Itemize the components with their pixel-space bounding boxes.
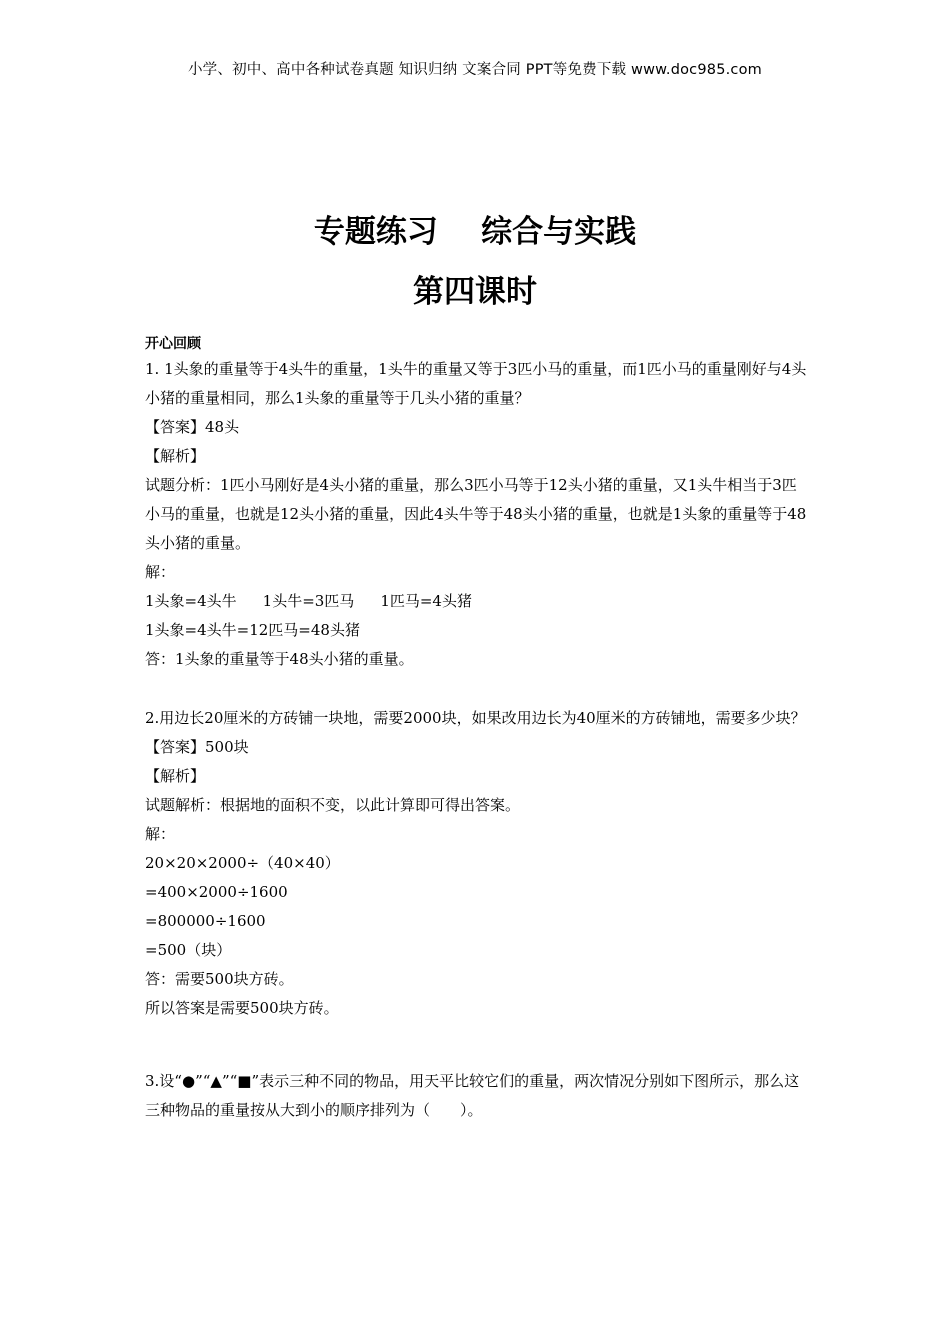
question-2-conclusion: 所以答案是需要500块方砖。 bbox=[145, 999, 339, 1017]
question-1-analysis: 试题分析：1匹小马刚好是4头小猪的重量，那么3匹小马等于12头小猪的重量，又1头牛相当于3匹小马的重量，也就是12头小猪的重量，因此4头牛等于48头小猪的重量，也就是1头象的重量等于48头小猪的重量。 bbox=[145, 476, 807, 552]
calc-step: =400×2000÷1600 bbox=[145, 883, 288, 901]
question-2-solve-label: 解： bbox=[145, 825, 176, 843]
calc-step: 20×20×2000÷（40×40） bbox=[145, 854, 340, 872]
question-1 bbox=[145, 355, 810, 674]
question-2 bbox=[145, 704, 810, 1023]
question-1-answer: 【答案】48头 bbox=[145, 418, 240, 436]
question-2-text: 2.用边长20厘米的方砖铺一块地，需要2000块，如果改用边长为40厘米的方砖铺地，需要多少块？ bbox=[145, 709, 806, 727]
calc-step: =800000÷1600 bbox=[145, 912, 266, 930]
question-2-answer: 【答案】500块 bbox=[145, 738, 249, 756]
question-1-solve-label: 解： bbox=[145, 563, 176, 581]
equation: 1匹马=4头猪 bbox=[380, 592, 472, 610]
question-1-equations bbox=[145, 587, 810, 616]
question-1-final-answer: 答：1头象的重量等于48头小猪的重量。 bbox=[145, 650, 414, 668]
page-title: 专题练习 综合与实践 bbox=[313, 214, 637, 250]
question-1-equation-chain: 1头象=4头牛=12匹马=48头猪 bbox=[145, 621, 360, 639]
page-subtitle: 第四课时 bbox=[413, 274, 537, 310]
question-1-analysis-label: 【解析】 bbox=[145, 447, 206, 465]
document-body bbox=[145, 334, 810, 1125]
section-heading: 开心回顾 bbox=[145, 336, 201, 352]
question-2-analysis: 试题解析：根据地的面积不变，以此计算即可得出答案。 bbox=[145, 796, 521, 814]
site-header: 小学、初中、高中各种试卷真题 知识归纳 文案合同 PPT等免费下载 www.doc985.com bbox=[187, 62, 763, 78]
equation: 1头象=4头牛 bbox=[145, 592, 237, 610]
question-2-final-answer: 答：需要500块方砖。 bbox=[145, 970, 294, 988]
calc-step: =500（块） bbox=[145, 941, 232, 959]
question-3 bbox=[145, 1067, 810, 1125]
question-1-text: 1. 1头象的重量等于4头牛的重量，1头牛的重量又等于3匹小马的重量，而1匹小马的重量刚好与4头小猪的重量相同，那么1头象的重量等于几头小猪的重量？ bbox=[145, 360, 807, 407]
equation: 1头牛=3匹马 bbox=[262, 592, 355, 610]
question-2-analysis-label: 【解析】 bbox=[145, 767, 206, 785]
question-3-text: 3.设“●”“▲”“■”表示三种不同的物品，用天平比较它们的重量，两次情况分别如下图所示，那么这三种物品的重量按从大到小的顺序排列为（ ）。 bbox=[145, 1072, 800, 1119]
